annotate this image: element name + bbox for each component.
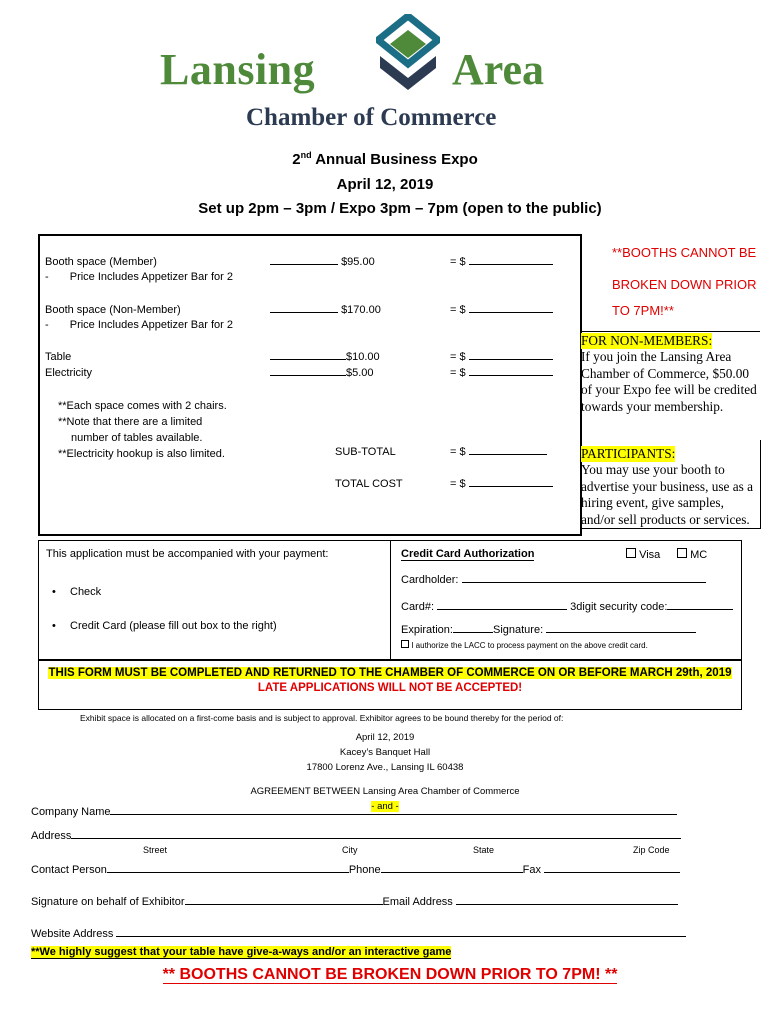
electricity-price: $5.00 <box>270 367 374 379</box>
page-title: 2nd Annual Business Expo <box>292 150 478 168</box>
payment-box-divider <box>390 541 391 659</box>
event-times: Set up 2pm – 3pm / Expo 3pm – 7pm (open to the public) <box>198 200 602 217</box>
agreement-block: April 12, 2019 Kacey’s Banquet Hall 17800 Lorenz Ave., Lansing IL 60438 AGREEMENT BETWEEN Lansing Area Chamber of Commerce - and - <box>250 732 520 812</box>
participants-info: PARTICIPANTS: You may use your booth to advertise your business, use as a hiring event, give samples, and/or sell products or services. <box>581 446 754 527</box>
expiration-field[interactable]: Expiration: Signature: <box>401 624 696 636</box>
sidebar-box-border <box>580 440 761 529</box>
table-price: $10.00 <box>270 351 380 363</box>
nonmember-price: $170.00 <box>270 304 381 316</box>
event-date: April 12, 2019 <box>336 176 434 193</box>
address-state-caption: State <box>473 845 495 855</box>
payment-heading: This application must be accompanied with your payment: <box>46 548 329 560</box>
subtotal-label: SUB-TOTAL <box>335 446 396 458</box>
sidebar-divider <box>580 331 760 332</box>
booth-warning: **BOOTHS CANNOT BE BROKEN DOWN PRIOR TO 7PM!** <box>612 245 757 318</box>
logo-word-lansing: Lansing <box>160 45 316 94</box>
table-label: Table <box>45 351 72 363</box>
payment-option-card[interactable]: • Credit Card (please fill out box to the right) <box>52 620 277 632</box>
footer-warning: ** BOOTHS CANNOT BE BROKEN DOWN PRIOR TO 7PM! ** <box>162 966 618 983</box>
website-field[interactable]: Website Address <box>31 928 686 940</box>
logo-subtitle: Chamber of Commerce <box>246 104 497 131</box>
payment-option-check[interactable]: • Check <box>52 586 102 598</box>
checkbox-icon <box>677 548 687 558</box>
member-booth-label: Booth space (Member) <box>45 256 157 268</box>
nonmember-booth-label: Booth space (Non-Member) <box>45 304 181 316</box>
contact-person-field[interactable]: Contact Person Phone Fax <box>31 864 680 876</box>
suggestion-note: **We highly suggest that your table have give-a-ways and/or an interactive game <box>31 946 452 958</box>
total-cost-field[interactable]: = $ <box>450 478 553 490</box>
logo-emblem-icon <box>376 14 440 90</box>
fees-notes: **Each space comes with 2 chairs. **Note that there are a limited number of tables available. **Electricity hookup is also limited. <box>58 400 227 460</box>
address-zip-caption: Zip Code <box>633 845 670 855</box>
signature-field[interactable]: Signature on behalf of Exhibitor Email Address <box>31 896 678 908</box>
member-price: $95.00 <box>270 256 375 268</box>
address-field[interactable]: Address <box>31 830 681 842</box>
authorize-checkbox[interactable]: I authorize the LACC to process payment on the above credit card. <box>401 640 648 650</box>
checkbox-icon <box>401 640 409 648</box>
nonmember-booth-note: - Price Includes Appetizer Bar for 2 <box>45 319 233 331</box>
subtotal-field[interactable]: = $ <box>450 446 547 458</box>
card-number-field[interactable]: Card#: 3digit security code: <box>401 601 733 613</box>
nonmember-total-field[interactable]: = $ <box>450 304 553 316</box>
checkbox-icon <box>626 548 636 558</box>
late-notice: LATE APPLICATIONS WILL NOT BE ACCEPTED! <box>257 682 523 694</box>
cc-heading: Credit Card Authorization <box>401 548 535 560</box>
company-name-field[interactable]: Company Name <box>31 806 677 818</box>
address-city-caption: City <box>342 845 358 855</box>
deadline-notice: THIS FORM MUST BE COMPLETED AND RETURNED TO THE CHAMBER OF COMMERCE ON OR BEFORE MARCH 29th, 2019 <box>48 667 732 679</box>
member-total-field[interactable]: = $ <box>450 256 553 268</box>
cardholder-field[interactable]: Cardholder: <box>401 574 706 586</box>
electricity-total-field[interactable]: = $ <box>450 367 553 379</box>
member-booth-note: - Price Includes Appetizer Bar for 2 <box>45 271 233 283</box>
mc-checkbox[interactable]: MC <box>677 548 707 561</box>
table-total-field[interactable]: = $ <box>450 351 553 363</box>
logo-word-area: Area <box>452 45 545 94</box>
visa-checkbox[interactable]: Visa <box>626 548 660 561</box>
electricity-label: Electricity <box>45 367 93 379</box>
total-cost-label: TOTAL COST <box>335 478 403 490</box>
agreement-intro: Exhibit space is allocated on a first-come basis and is subject to approval. Exhibitor agrees to be bound thereby for the period of: <box>80 713 564 723</box>
nonmember-info: FOR NON-MEMBERS: If you join the Lansing Area Chamber of Commerce, $50.00 of your Expo fee will be credited towards your membership. <box>581 333 757 414</box>
address-street-caption: Street <box>143 845 168 855</box>
